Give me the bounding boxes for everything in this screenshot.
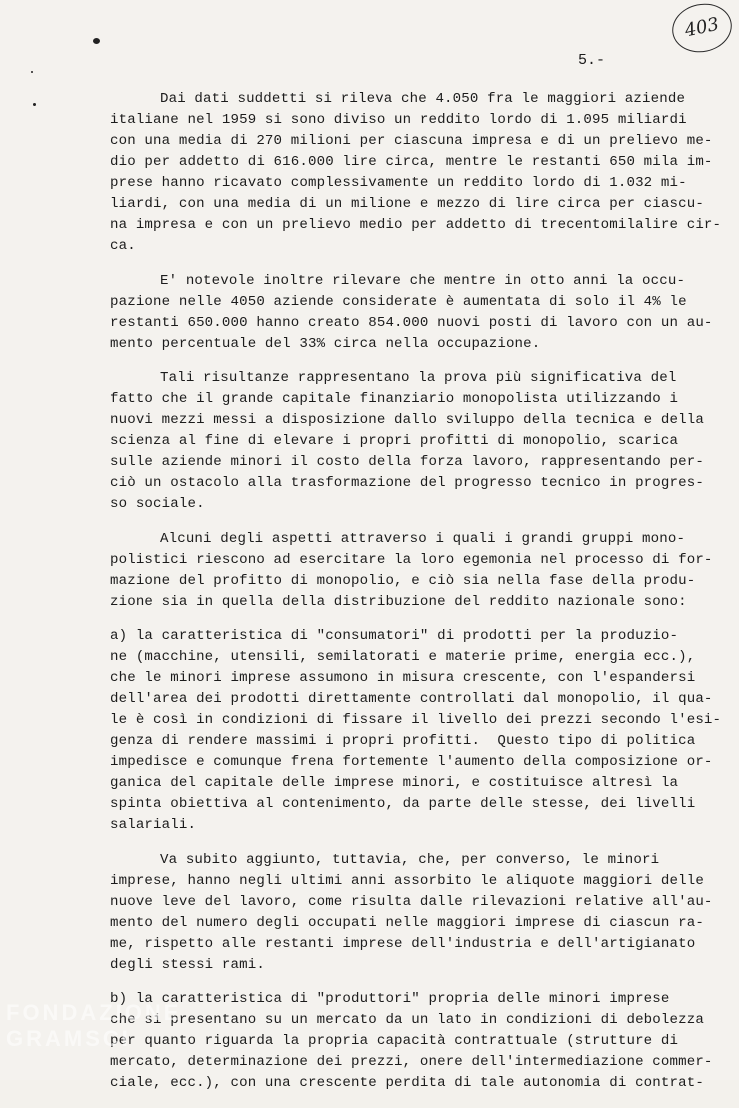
text-line: impedisce e comunque frena fortemente l'aumento della composizione or- [110,754,713,770]
text-line: imprese, hanno negli ultimi anni assorbito le aliquote maggiori delle [110,872,704,889]
text-line: nuovi mezzi messi a disposizione dallo sviluppo della tecnica e della [110,412,704,428]
ink-speck [93,38,100,44]
page-number: 5.- [578,52,606,69]
text-line: Dai dati suddetti si rileva che 4.050 fra le maggiori aziende [160,91,686,107]
text-line: prese hanno ricavato complessivamente un reddito lordo di 1.032 mi- [110,175,687,191]
text-line: scienza al fine di elevare i propri profitti di monopolio, scarica [110,433,679,449]
text-line: Alcuni degli aspetti attraverso i quali i grandi gruppi mono- [160,530,686,547]
paragraph [110,529,713,613]
paragraph [110,989,713,1094]
text-line: ca. [110,238,136,254]
text-line: ne (macchine, utensili, semilatorati e materie prime, energia ecc.), [110,649,696,665]
text-line: b) la caratteristica di "produttori" propria delle minori imprese [110,991,670,1007]
text-line: E' notevole inoltre rilevare che mentre in otto anni la occu- [160,272,686,289]
text-line: mento del numero degli occupati nelle maggiori imprese di ciascun ra- [110,914,704,931]
text-line: italiane nel 1959 si sono diviso un reddito lordo di 1.095 miliardi [110,112,687,128]
text-line: degli stessi rami. [110,956,265,973]
text-line: mazione del profitto di monopolio, e ciò sia nella fase della produ- [110,572,696,589]
archive-number-stamp: 403 [668,0,737,58]
text-line: genza di rendere massimi i propri profitti. Questo tipo di politica [110,733,696,749]
text-line: ciale, ecc.), con una crescente perdita di tale autonomia di contrat- [110,1075,704,1091]
text-line: mento percentuale del 33% circa nella occupazione. [110,335,541,352]
body-text [110,89,722,1108]
paragraph [110,271,713,355]
paragraph [110,626,722,836]
watermark-line-2: GRAMSCI [6,1026,131,1051]
text-line: dio per addetto di 616.000 lire circa, mentre le restanti 650 mila im- [110,154,713,170]
ink-speck [31,71,33,73]
text-line: zione sia in quella della distribuzione del reddito nazionale sono: [110,593,687,610]
text-line: fatto che il grande capitale finanziario monopolista utilizzando i [110,391,679,407]
text-line: salariali. [110,817,197,833]
watermark-line-1: FONDAZIONE [6,1000,182,1025]
text-line: polistici riescono ad esercitare la loro egemonia nel processo di for- [110,551,713,568]
text-line: me, rispetto alle restanti imprese dell'industria e dell'artigianato [110,935,696,952]
text-line: che le minori imprese assumono in misura crescente, con l'espandersi [110,670,696,686]
text-line: pazione nelle 4050 aziende considerate è aumentata di solo il 4% le [110,293,687,310]
text-line: mercato, determinazione dei prezzi, onere dell'intermediazione commer- [110,1054,713,1070]
text-line: so sociale. [110,496,205,512]
paragraph [110,850,713,976]
text-line: le è così in condizioni di fissare il livello dei prezzi secondo l'esi- [110,712,722,728]
text-line: na impresa e con un prelievo medio per addetto di trecentomilalire cir- [110,217,722,233]
paragraph [110,368,706,515]
text-line: Tali risultanze rappresentano la prova più significativa del [160,370,677,386]
text-line: dell'area dei prodotti direttamente controllati dal monopolio, il qua- [110,691,713,707]
text-line: nuove leve del lavoro, come risulta dalle rilevazioni relative all'au- [110,893,713,910]
text-line: a) la caratteristica di "consumatori" di prodotti per la produzio- [110,628,679,644]
ink-speck [33,103,36,106]
watermark [6,1000,181,1052]
text-line: spinta obiettiva al contenimento, da parte delle stesse, dei livelli [110,796,696,812]
text-line: ganica del capitale delle imprese minori, e costituisce altresì la [110,775,679,791]
paragraph [110,89,722,257]
text-line: liardi, con una media di un milione e mezzo di lire circa per ciascu- [110,196,704,212]
text-line: per quanto riguarda la propria capacità contrattuale (strutture di [110,1033,679,1049]
text-line: che si presentano su un mercato da un lato in condizioni di debolezza [110,1012,704,1028]
text-line: sulle aziende minori il costo della forza lavoro, rappresentando per- [110,454,704,470]
text-line: Va subito aggiunto, tuttavia, che, per converso, le minori [160,851,660,868]
text-line: ciò un ostacolo alla trasformazione del progresso tecnico in progres- [110,475,704,491]
text-line: con una media di 270 milioni per ciascuna impresa e di un prelievo me- [110,133,713,149]
text-line: restanti 650.000 hanno creato 854.000 nuovi posti di lavoro con un au- [110,314,713,331]
